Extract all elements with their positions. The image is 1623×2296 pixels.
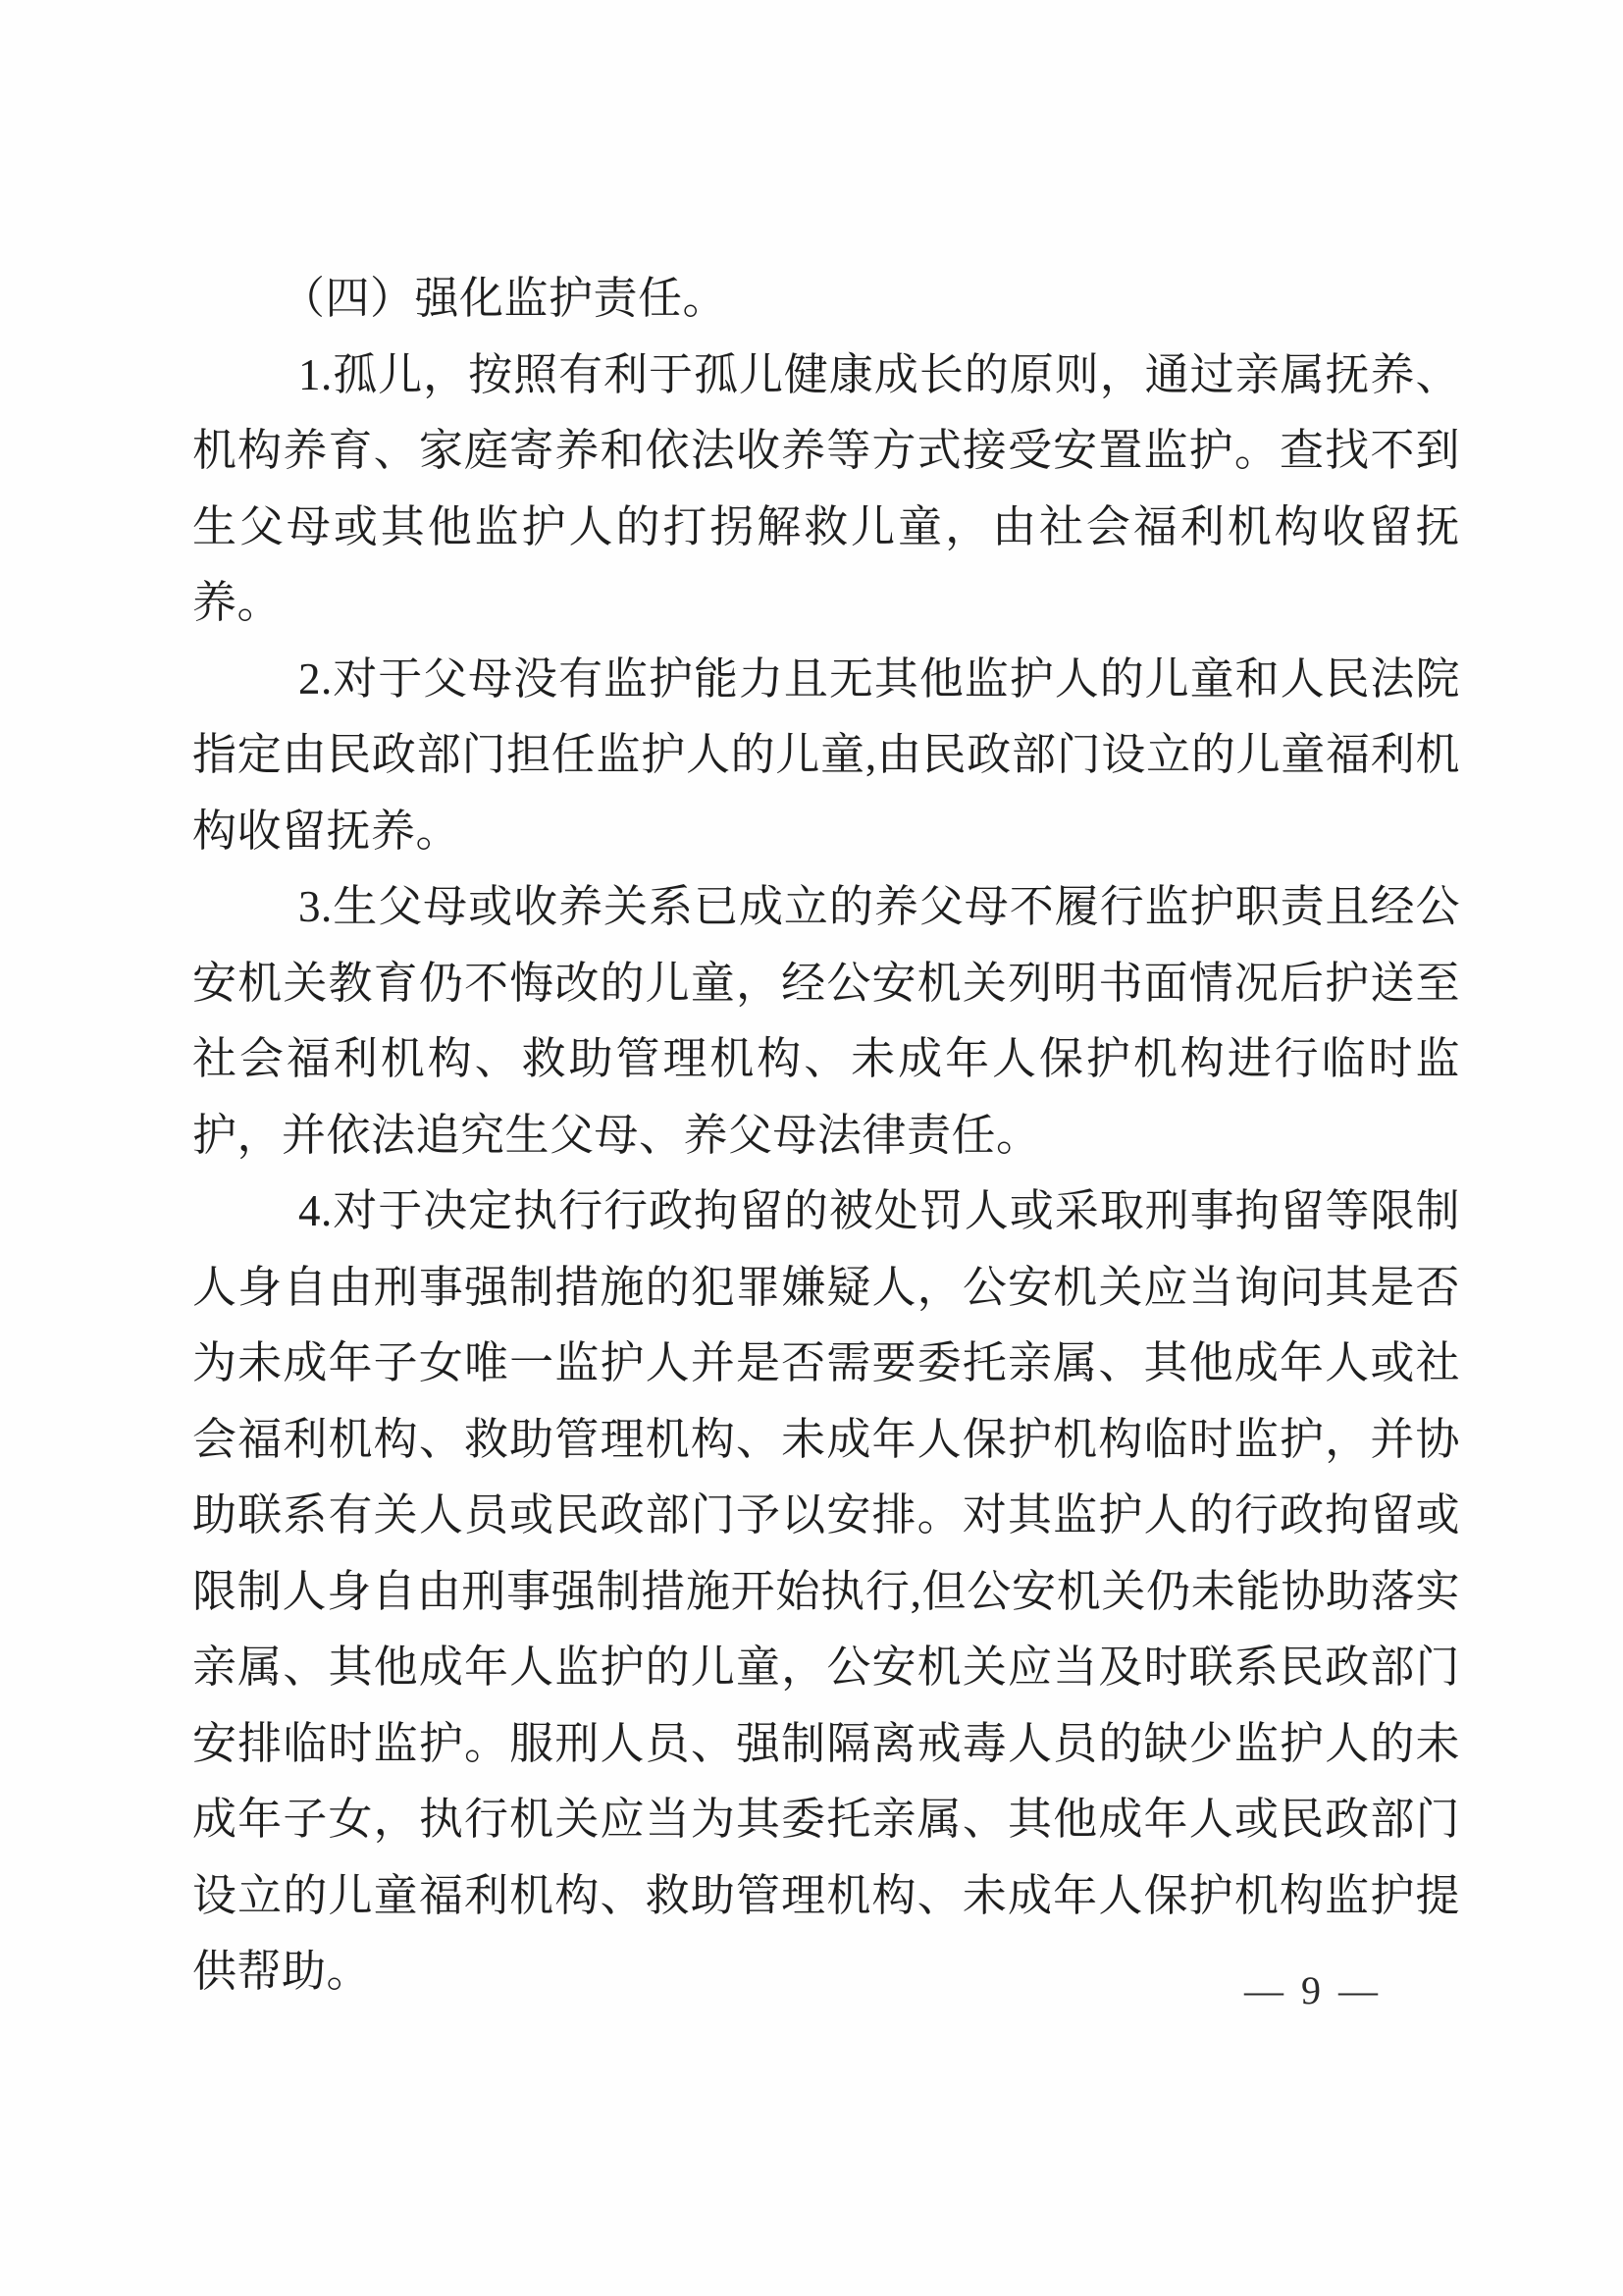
document-body (192, 261, 1460, 2010)
section-heading: （四）强化监护责任。 (281, 274, 728, 323)
paragraph-3: 3.生父母或收养关系已成立的养父母不履行监护职责且经公安机关教育仍不悔改的儿童，经公安机关列明书面情况后护送至社会福利机构、救助管理机构、未成年人保护机构进行临时监护，并依法追究生父母、养父母法律责任。 (192, 882, 1460, 1160)
page-number: — 9 — (1244, 1968, 1382, 2012)
paragraph-2: 2.对于父母没有监护能力且无其他监护人的儿童和人民法院指定由民政部门担任监护人的儿童,由民政部门设立的儿童福利机构收留抚养。 (192, 653, 1460, 856)
paragraph-4: 4.对于决定执行行政拘留的被处罚人或采取刑事拘留等限制人身自由刑事强制措施的犯罪嫌疑人，公安机关应当询问其是否为未成年子女唯一监护人并是否需要委托亲属、其他成年人或社会福利机构、救助管理机构、未成年人保护机构临时监护，并协助联系有关人员或民政部门予以安排。对其监护人的行政拘留或限制人身自由刑事强制措施开始执行,但公安机关仍未能协助落实亲属、其他成年人监护的儿童，公安机关应当及时联系民政部门安排临时监护。服刑人员、强制隔离戒毒人员的缺少监护人的未成年子女，执行机关应当为其委托亲属、其他成年人或民政部门设立的儿童福利机构、救助管理机构、未成年人保护机构监护提供帮助。 (192, 1186, 1460, 1996)
paragraph-1: 1.孤儿，按照有利于孤儿健康成长的原则，通过亲属抚养、机构养育、家庭寄养和依法收养等方式接受安置监护。查找不到生父母或其他监护人的打拐解救儿童，由社会福利机构收留抚养。 (192, 349, 1460, 627)
